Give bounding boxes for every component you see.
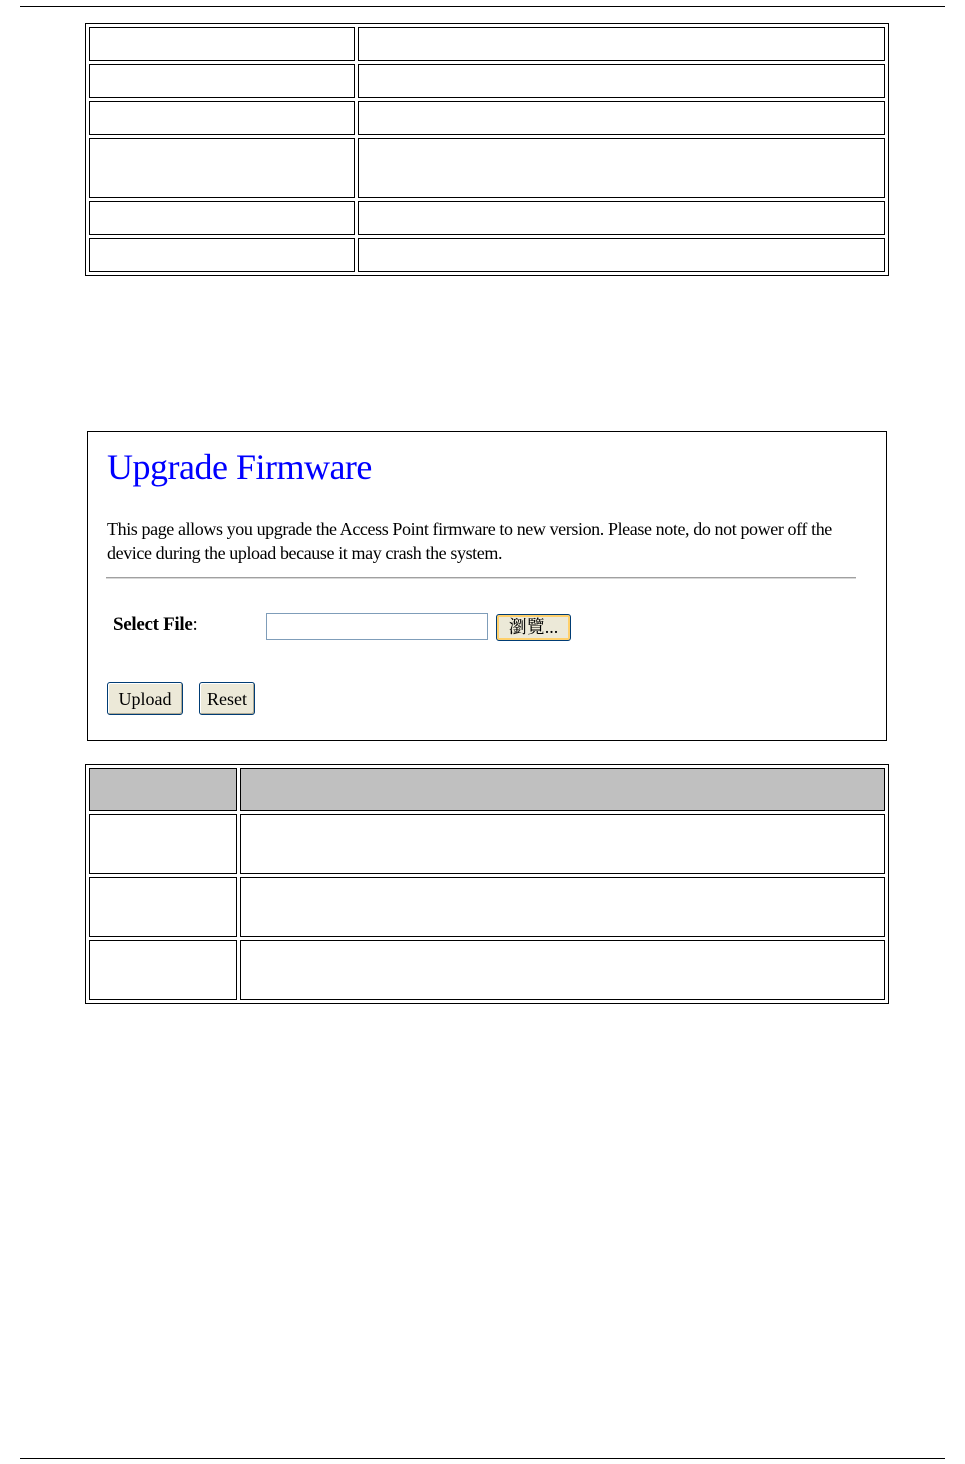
table-cell <box>358 101 885 135</box>
table-cell <box>89 814 237 874</box>
select-file-label <box>113 614 198 636</box>
divider <box>106 577 856 579</box>
field-description-table <box>85 764 889 1004</box>
table-cell <box>240 940 885 1000</box>
table-row <box>89 101 885 135</box>
table-cell <box>89 238 355 272</box>
table-cell <box>240 814 885 874</box>
settings-table <box>85 23 889 276</box>
table-cell <box>89 940 237 1000</box>
table-cell <box>89 27 355 61</box>
table-cell <box>89 64 355 98</box>
table-row <box>89 27 885 61</box>
table-header-cell <box>240 768 885 811</box>
select-file-colon: : <box>192 614 198 635</box>
upgrade-firmware-screenshot <box>87 431 887 741</box>
upload-button[interactable]: Upload <box>107 682 183 715</box>
page-description: This page allows you upgrade the Access Point firmware to new version. Please note, do not power off the device during the upload because it may crash the system. <box>107 519 832 563</box>
table-row <box>89 238 885 272</box>
table-header-row <box>89 768 885 811</box>
table-row <box>89 940 885 1000</box>
page-title: Upgrade Firmware <box>107 447 372 487</box>
footer-rule <box>20 1458 945 1459</box>
table-row <box>89 877 885 937</box>
table-cell <box>89 877 237 937</box>
table-cell <box>89 138 355 198</box>
table-cell <box>240 877 885 937</box>
table-row <box>89 814 885 874</box>
table-row <box>89 138 885 198</box>
table-cell <box>358 238 885 272</box>
header-rule <box>20 6 945 7</box>
file-path-input[interactable] <box>266 613 488 640</box>
select-file-label-text: Select File <box>113 614 193 635</box>
reset-button[interactable]: Reset <box>199 682 255 715</box>
table-cell <box>89 101 355 135</box>
table-cell <box>358 201 885 235</box>
table-cell <box>358 64 885 98</box>
browse-button[interactable]: 瀏覽... <box>496 614 571 641</box>
table-cell <box>358 138 885 198</box>
table-header-cell <box>89 768 237 811</box>
table-row <box>89 64 885 98</box>
table-cell <box>358 27 885 61</box>
table-cell <box>89 201 355 235</box>
table-row <box>89 201 885 235</box>
